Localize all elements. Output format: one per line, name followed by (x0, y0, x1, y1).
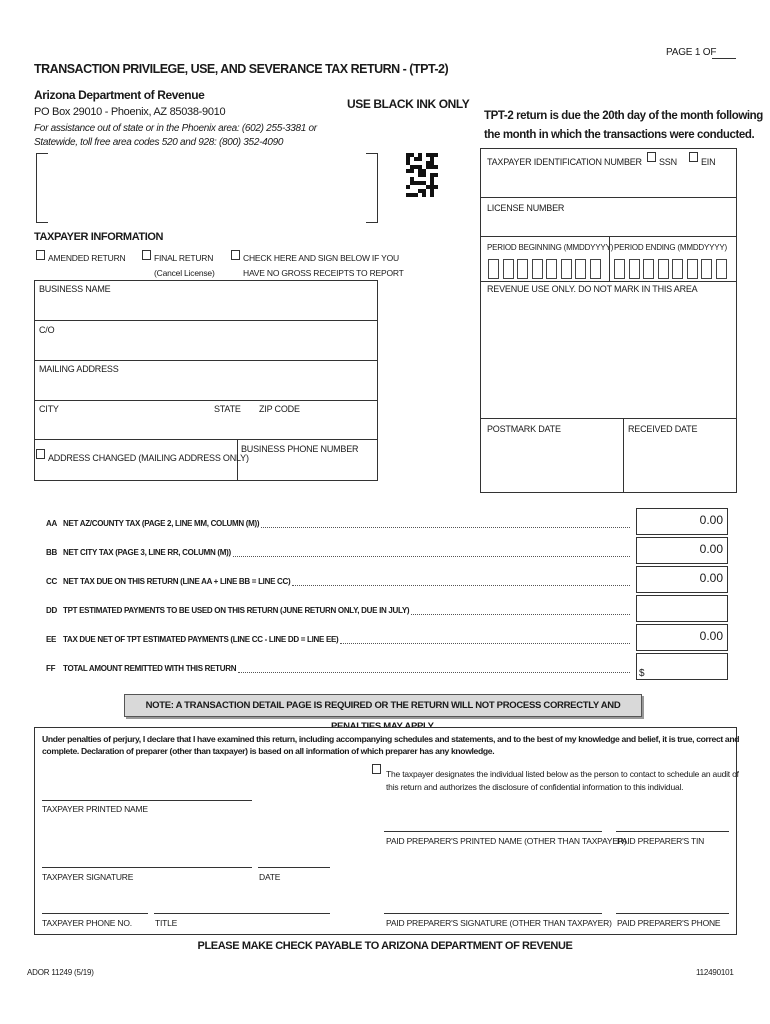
date-digit-box[interactable] (701, 259, 712, 279)
preparer-printed-line[interactable] (384, 831, 602, 832)
agency-address: PO Box 29010 - Phoenix, AZ 85038-9010 (34, 106, 226, 118)
amended-return-label: AMENDED RETURN (48, 253, 126, 263)
date-digit-box[interactable] (575, 259, 586, 279)
payable-notice: PLEASE MAKE CHECK PAYABLE TO ARIZONA DEPARTMENT OF REVENUE (197, 940, 573, 952)
date-digit-box[interactable] (503, 259, 514, 279)
date-digit-box[interactable] (672, 259, 683, 279)
phone-label: BUSINESS PHONE NUMBER (241, 444, 359, 454)
date-digit-box[interactable] (517, 259, 528, 279)
date-digit-box[interactable] (716, 259, 727, 279)
postmark-label: POSTMARK DATE (487, 424, 561, 434)
city-label: CITY (39, 404, 59, 414)
leader-dots (238, 672, 630, 673)
printed-name-line[interactable] (42, 800, 252, 801)
summary-line-dd (0, 595, 770, 623)
summary-line-ff (0, 653, 770, 681)
date-digit-box[interactable] (532, 259, 543, 279)
period-end-label: PERIOD ENDING (MMDDYYYY) (614, 243, 727, 252)
no-receipts-line-2: HAVE NO GROSS RECEIPTS TO REPORT (243, 268, 404, 278)
license-label: LICENSE NUMBER (487, 203, 565, 213)
ein-checkbox[interactable] (689, 152, 698, 162)
leader-dots (261, 527, 630, 528)
page-label: PAGE 1 OF (666, 47, 717, 58)
line-code: AA (46, 519, 57, 528)
preparer-phone-line[interactable] (616, 913, 729, 914)
period-begin-label: PERIOD BEGINNING (MMDDYYYY) (487, 243, 614, 252)
summary-line-bb (0, 537, 770, 565)
leader-dots (233, 556, 630, 557)
city-state-zip-input[interactable] (35, 415, 377, 438)
line-label: TAX DUE NET OF TPT ESTIMATED PAYMENTS (LINE CC - LINE DD = LINE EE) (63, 635, 339, 644)
date-digit-box[interactable] (614, 259, 625, 279)
period-end-input[interactable] (614, 259, 732, 279)
leader-dots (340, 643, 630, 644)
final-return-sub: (Cancel License) (154, 268, 215, 278)
form-title: TRANSACTION PRIVILEGE, USE, AND SEVERANCE TAX RETURN - (TPT-2) (34, 62, 449, 76)
business-name-label: BUSINESS NAME (39, 284, 111, 294)
date-label: DATE (259, 872, 281, 882)
agency-name: Arizona Department of Revenue (34, 88, 205, 102)
final-return-label: FINAL RETURN (154, 253, 214, 263)
designate-line-1: The taxpayer designates the individual listed below as the person to contact to schedule an audit of (386, 769, 739, 779)
business-name-input[interactable] (35, 296, 377, 318)
line-label: NET AZ/COUNTY TAX (PAGE 2, LINE MM, COLUMN (M)) (63, 519, 260, 528)
date-digit-box[interactable] (546, 259, 557, 279)
date-digit-box[interactable] (687, 259, 698, 279)
assistance-line-2: Statewide, toll free area codes 520 and 928: (800) 352-4090 (34, 137, 284, 148)
line-label: TPT ESTIMATED PAYMENTS TO BE USED ON THIS RETURN (JUNE RETURN ONLY, DUE IN JULY) (63, 606, 410, 615)
taxpayer-info-title: TAXPAYER INFORMATION (34, 231, 164, 243)
address-changed-checkbox[interactable] (36, 449, 45, 459)
2d-barcode-icon (406, 153, 438, 197)
title-line[interactable] (154, 913, 330, 914)
zip-label: ZIP CODE (259, 404, 300, 414)
preparer-tin-line[interactable] (616, 831, 729, 832)
signature-line[interactable] (42, 867, 252, 868)
designate-checkbox[interactable] (372, 764, 381, 774)
date-digit-box[interactable] (658, 259, 669, 279)
line-code: DD (46, 606, 57, 615)
leader-dots (411, 614, 630, 615)
date-digit-box[interactable] (561, 259, 572, 279)
leader-dots (292, 585, 630, 586)
line-amount-input[interactable] (636, 595, 728, 622)
title-label: TITLE (155, 918, 178, 928)
state-label: STATE (214, 404, 241, 414)
summary-line-aa (0, 508, 770, 536)
line-code: BB (46, 548, 57, 557)
assistance-line-1: For assistance out of state or in the Phoenix area: (602) 255-3381 or (34, 123, 317, 134)
business-phone-input[interactable] (238, 456, 377, 480)
line-label: TOTAL AMOUNT REMITTED WITH THIS RETURN (63, 664, 237, 673)
due-notice-line-2: the month in which the transactions were conducted. (484, 129, 755, 141)
date-digit-box[interactable] (488, 259, 499, 279)
no-receipts-checkbox[interactable] (231, 250, 240, 260)
line-amount-input[interactable]: 0.00 (636, 624, 728, 651)
barcode-number: 112490101 (696, 968, 734, 977)
phone-line[interactable] (42, 913, 148, 914)
preparer-phone-label: PAID PREPARER'S PHONE (617, 918, 721, 928)
preparer-tin-label: PAID PREPARER'S TIN (617, 836, 705, 846)
signature-label: TAXPAYER SIGNATURE (42, 872, 134, 882)
page-count-line[interactable] (712, 58, 736, 59)
declaration-line-1: Under penalties of perjury, I declare that I have examined this return, including accompanying schedules and statements, and to the best of my knowledge and belief, it is true, correct and (42, 734, 740, 744)
line-label: NET CITY TAX (PAGE 3, LINE RR, COLUMN (M)) (63, 548, 231, 557)
form-code: ADOR 11249 (5/19) (27, 968, 94, 977)
line-amount-input[interactable]: 0.00 (636, 566, 728, 593)
address-changed-label: ADDRESS CHANGED (MAILING ADDRESS ONLY) (48, 453, 249, 463)
mailing-address-input[interactable] (35, 376, 377, 398)
ein-label: EIN (701, 157, 716, 167)
date-digit-box[interactable] (643, 259, 654, 279)
date-digit-box[interactable] (590, 259, 601, 279)
co-label: C/O (39, 325, 55, 335)
received-label: RECEIVED DATE (628, 424, 698, 434)
preparer-printed-label: PAID PREPARER'S PRINTED NAME (OTHER THAN TAXPAYER) (386, 836, 627, 846)
printed-name-label: TAXPAYER PRINTED NAME (42, 804, 148, 814)
co-input[interactable] (35, 336, 377, 358)
preparer-signature-label: PAID PREPARER'S SIGNATURE (OTHER THAN TAXPAYER) (386, 918, 612, 928)
line-code: EE (46, 635, 57, 644)
date-line[interactable] (258, 867, 330, 868)
line-amount-input[interactable]: $ (636, 653, 728, 680)
line-amount-input[interactable]: 0.00 (636, 537, 728, 564)
preparer-signature-line[interactable] (384, 913, 602, 914)
final-return-checkbox[interactable] (142, 250, 151, 260)
line-code: FF (46, 664, 56, 673)
revenue-use-label: REVENUE USE ONLY. DO NOT MARK IN THIS AREA (487, 284, 698, 294)
designate-line-2: this return and authorizes the disclosure of confidential information to this individual. (386, 782, 684, 792)
ink-notice: USE BLACK INK ONLY (347, 97, 470, 111)
license-input[interactable] (481, 214, 736, 234)
due-notice-line-1: TPT-2 return is due the 20th day of the month following (484, 110, 763, 122)
tin-input[interactable] (481, 170, 736, 196)
right-panel (480, 148, 737, 493)
date-digit-box[interactable] (629, 259, 640, 279)
summary-line-ee (0, 624, 770, 652)
ssn-label: SSN (659, 157, 677, 167)
period-begin-input[interactable] (488, 259, 606, 279)
no-receipts-line-1: CHECK HERE AND SIGN BELOW IF YOU (243, 253, 399, 263)
amended-return-checkbox[interactable] (36, 250, 45, 260)
phone-label-decl: TAXPAYER PHONE NO. (42, 918, 132, 928)
mailing-address-label: MAILING ADDRESS (39, 364, 119, 374)
summary-line-cc (0, 566, 770, 594)
transaction-detail-note: NOTE: A TRANSACTION DETAIL PAGE IS REQUIRED OR THE RETURN WILL NOT PROCESS CORRECTLY AND (124, 694, 642, 717)
line-code: CC (46, 577, 57, 586)
line-amount-input[interactable]: 0.00 (636, 508, 728, 535)
declaration-line-2: complete. Declaration of preparer (other than taxpayer) is based on all information of which preparer has any knowledge. (42, 746, 495, 756)
line-label: NET TAX DUE ON THIS RETURN (LINE AA + LINE BB = LINE CC) (63, 577, 291, 586)
mailing-window (36, 153, 378, 223)
ssn-checkbox[interactable] (647, 152, 656, 162)
tin-label: TAXPAYER IDENTIFICATION NUMBER (487, 157, 642, 167)
